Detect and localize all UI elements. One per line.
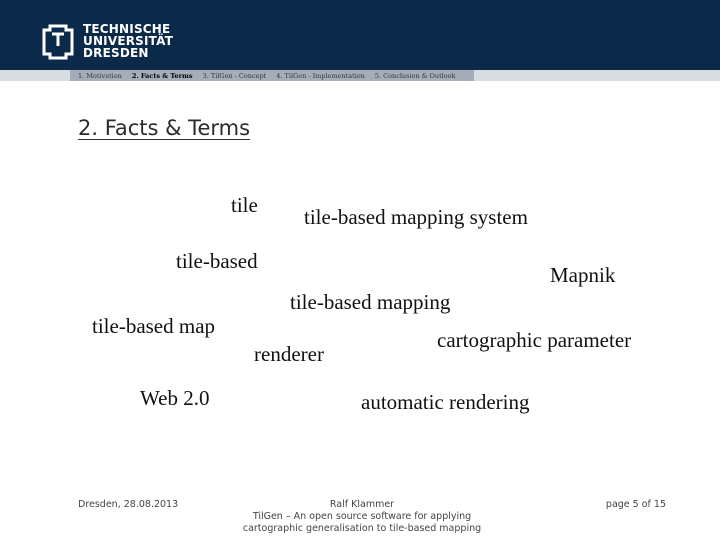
term-web-2-0: Web 2.0 (140, 386, 210, 410)
nav-item-tilgen-implementation[interactable]: 4. TilGen - Implementation (276, 71, 365, 80)
logo-text-line-3: DRESDEN (83, 46, 149, 60)
footer-subtitle-line-1: TilGen – An open source software for applying (252, 511, 472, 522)
term-renderer: renderer (254, 342, 324, 366)
university-logo[interactable] (38, 20, 174, 64)
footer-subtitle-line-2: cartographic generalisation to tile-based mapping (242, 523, 482, 534)
logo-text-line-2: UNIVERSITÄT (83, 34, 174, 48)
nav-item-conclusion-outlook[interactable]: 5. Conclusion & Outlook (374, 71, 456, 80)
term-tile-based: tile-based (176, 249, 258, 273)
footer-info (224, 499, 500, 535)
term-tile-based-mapping: tile-based mapping (290, 290, 451, 314)
term-tile-based-map: tile-based map (92, 314, 216, 338)
footer-date: Dresden, 28.08.2013 (78, 499, 179, 510)
slide-title: 2. Facts & Terms (78, 116, 251, 140)
term-automatic-rendering: automatic rendering (361, 390, 530, 414)
term-mapnik: Mapnik (550, 263, 616, 287)
term-tile-based-mapping-system: tile-based mapping system (304, 205, 528, 229)
logo-text-line-1: TECHNISCHE (83, 22, 171, 36)
nav-item-motivation[interactable]: 1. Motivation (78, 71, 122, 80)
header-bar (0, 0, 720, 72)
footer-page-number: page 5 of 15 (605, 499, 666, 510)
tu-dresden-emblem-icon (38, 20, 78, 60)
term-tile: tile (231, 193, 258, 217)
term-cartographic-parameter: cartographic parameter (437, 328, 632, 352)
footer-author: Ralf Klammer (329, 499, 395, 510)
nav-item-tilgen-concept[interactable]: 3. TilGen - Concept (202, 71, 267, 80)
section-nav (78, 70, 456, 81)
nav-item-facts-terms[interactable]: 2. Facts & Terms (131, 71, 193, 80)
